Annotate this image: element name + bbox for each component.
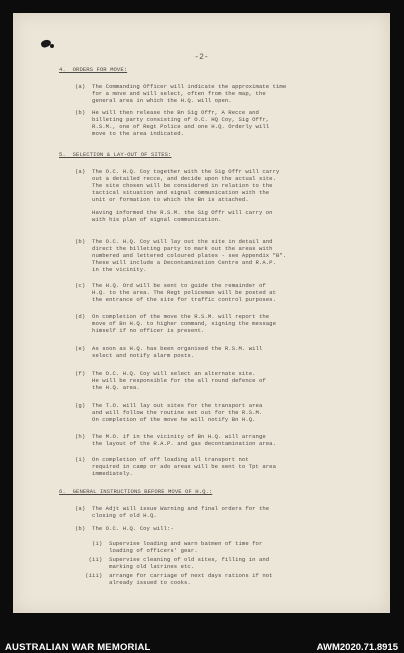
text-line: (c) The H.Q. Ord will be sent to guide the remainder of [75, 282, 266, 289]
text-line: move of Bn H.Q. to higher command, signing the message [75, 320, 277, 327]
text-line: (b) The O.C. H.Q. Coy will:- [75, 525, 174, 532]
text-line: (i) Supervise loading and warn batmen of time for [75, 540, 263, 547]
text-line: the layout of the R.A.P. and gas decontamination area. [75, 440, 277, 447]
text-line: out a detailed recce, and decide upon the actual site. [75, 175, 277, 182]
text-line: (d) On completion of the move the R.S.M. will report the [75, 313, 270, 320]
section-heading: 5. SELECTION & LAY-OUT OF SITES: [59, 151, 172, 158]
text-line: (ii) Supervise cleaning of old sites, filling in and [75, 556, 270, 563]
text-line: himself if no officer is present. [75, 327, 205, 334]
text-line: for a move and will select, often from the map, the [75, 90, 266, 97]
text-line: On completion of the move he will notify Bn H.Q. [75, 416, 256, 423]
text-line: billeting party consisting of O.C. HQ Coy, Sig Offr, [75, 116, 270, 123]
text-line: with his plan of signal communication. [75, 216, 222, 223]
text-line: loading of officers' gear. [75, 547, 198, 554]
text-line: select and notify alarm posts. [75, 352, 195, 359]
text-line: (a) The O.C. H.Q. Coy together with the Sig Offr will carry [75, 168, 280, 175]
section-heading: 4. ORDERS FOR MOVE: [59, 66, 128, 73]
text-line: Having informed the R.S.M. the Sig Offr will carry on [75, 209, 273, 216]
text-line: (a) The Adjt will issue Warning and final orders for the [75, 505, 270, 512]
text-line: H.Q. to the area. The Regt policeman will be posted at [75, 289, 277, 296]
text-line: (a) The Commanding Officer will indicate the approximate time [75, 83, 287, 90]
text-line: marking old latrines etc. [75, 563, 195, 570]
text-line: direct the billeting party to mark out the areas with [75, 245, 273, 252]
text-line: in the vicinity. [75, 266, 147, 273]
text-line: The site chosen will be considered in relation to the [75, 182, 273, 189]
text-line: and will follow the routine set out for the R.S.M. [75, 409, 263, 416]
text-line: required in camp or ado areas will be sent to Tpt area [75, 463, 277, 470]
text-line: (b) He will then release the Bn Sig Offr, A Recce and [75, 109, 259, 116]
text-line: These will include a Decontamination Centre and R.A.P. [75, 259, 277, 266]
section-heading: 6. GENERAL INSTRUCTIONS BEFORE MOVE OF H.Q.: [59, 488, 213, 495]
footer-reference: AWM2020.71.8915 [316, 642, 398, 653]
footer-institution: AUSTRALIAN WAR MEMORIAL [5, 642, 151, 653]
archive-footer [0, 613, 404, 653]
text-line: general area in which the H.Q. will open. [75, 97, 232, 104]
text-line: already issued to cooks. [75, 579, 191, 586]
text-line: the H.Q. area. [75, 384, 140, 391]
page-number: -2- [194, 53, 209, 62]
text-line: He will be responsible for the all round defence of [75, 377, 266, 384]
text-line: numbered and lettered coloured plates - see Appendix "B". [75, 252, 287, 259]
text-line: tactical situation and signal communication with the [75, 189, 270, 196]
text-line: move to the area indicated. [75, 130, 185, 137]
ink-spot [50, 44, 54, 48]
text-line: (h) The M.O. if in the vicinity of Bn H.Q. will arrange [75, 433, 266, 440]
text-line: (b) The O.C. H.Q. Coy will lay out the site in detail and [75, 238, 273, 245]
text-line: (g) The T.O. will lay out sites for the transport area [75, 402, 263, 409]
document-page [13, 13, 390, 613]
text-line: closing of old H.Q. [75, 512, 157, 519]
text-line: (e) As soon as H.Q. has been organised the R.S.M. will [75, 345, 263, 352]
text-line: unit or formation to which the Bn is attached. [75, 196, 249, 203]
text-line: (i) On completion of off loading all transport not [75, 456, 249, 463]
text-line: immediately. [75, 470, 133, 477]
text-line: R.S.M., one of Regt Police and one H.Q. Orderly will [75, 123, 270, 130]
text-line: the entrance of the site for traffic control purposes. [75, 296, 277, 303]
text-line: (f) The O.C. H.Q. Coy will select an alternate site. [75, 370, 256, 377]
text-line: (iii) arrange for carriage of next days rations if not [75, 572, 273, 579]
